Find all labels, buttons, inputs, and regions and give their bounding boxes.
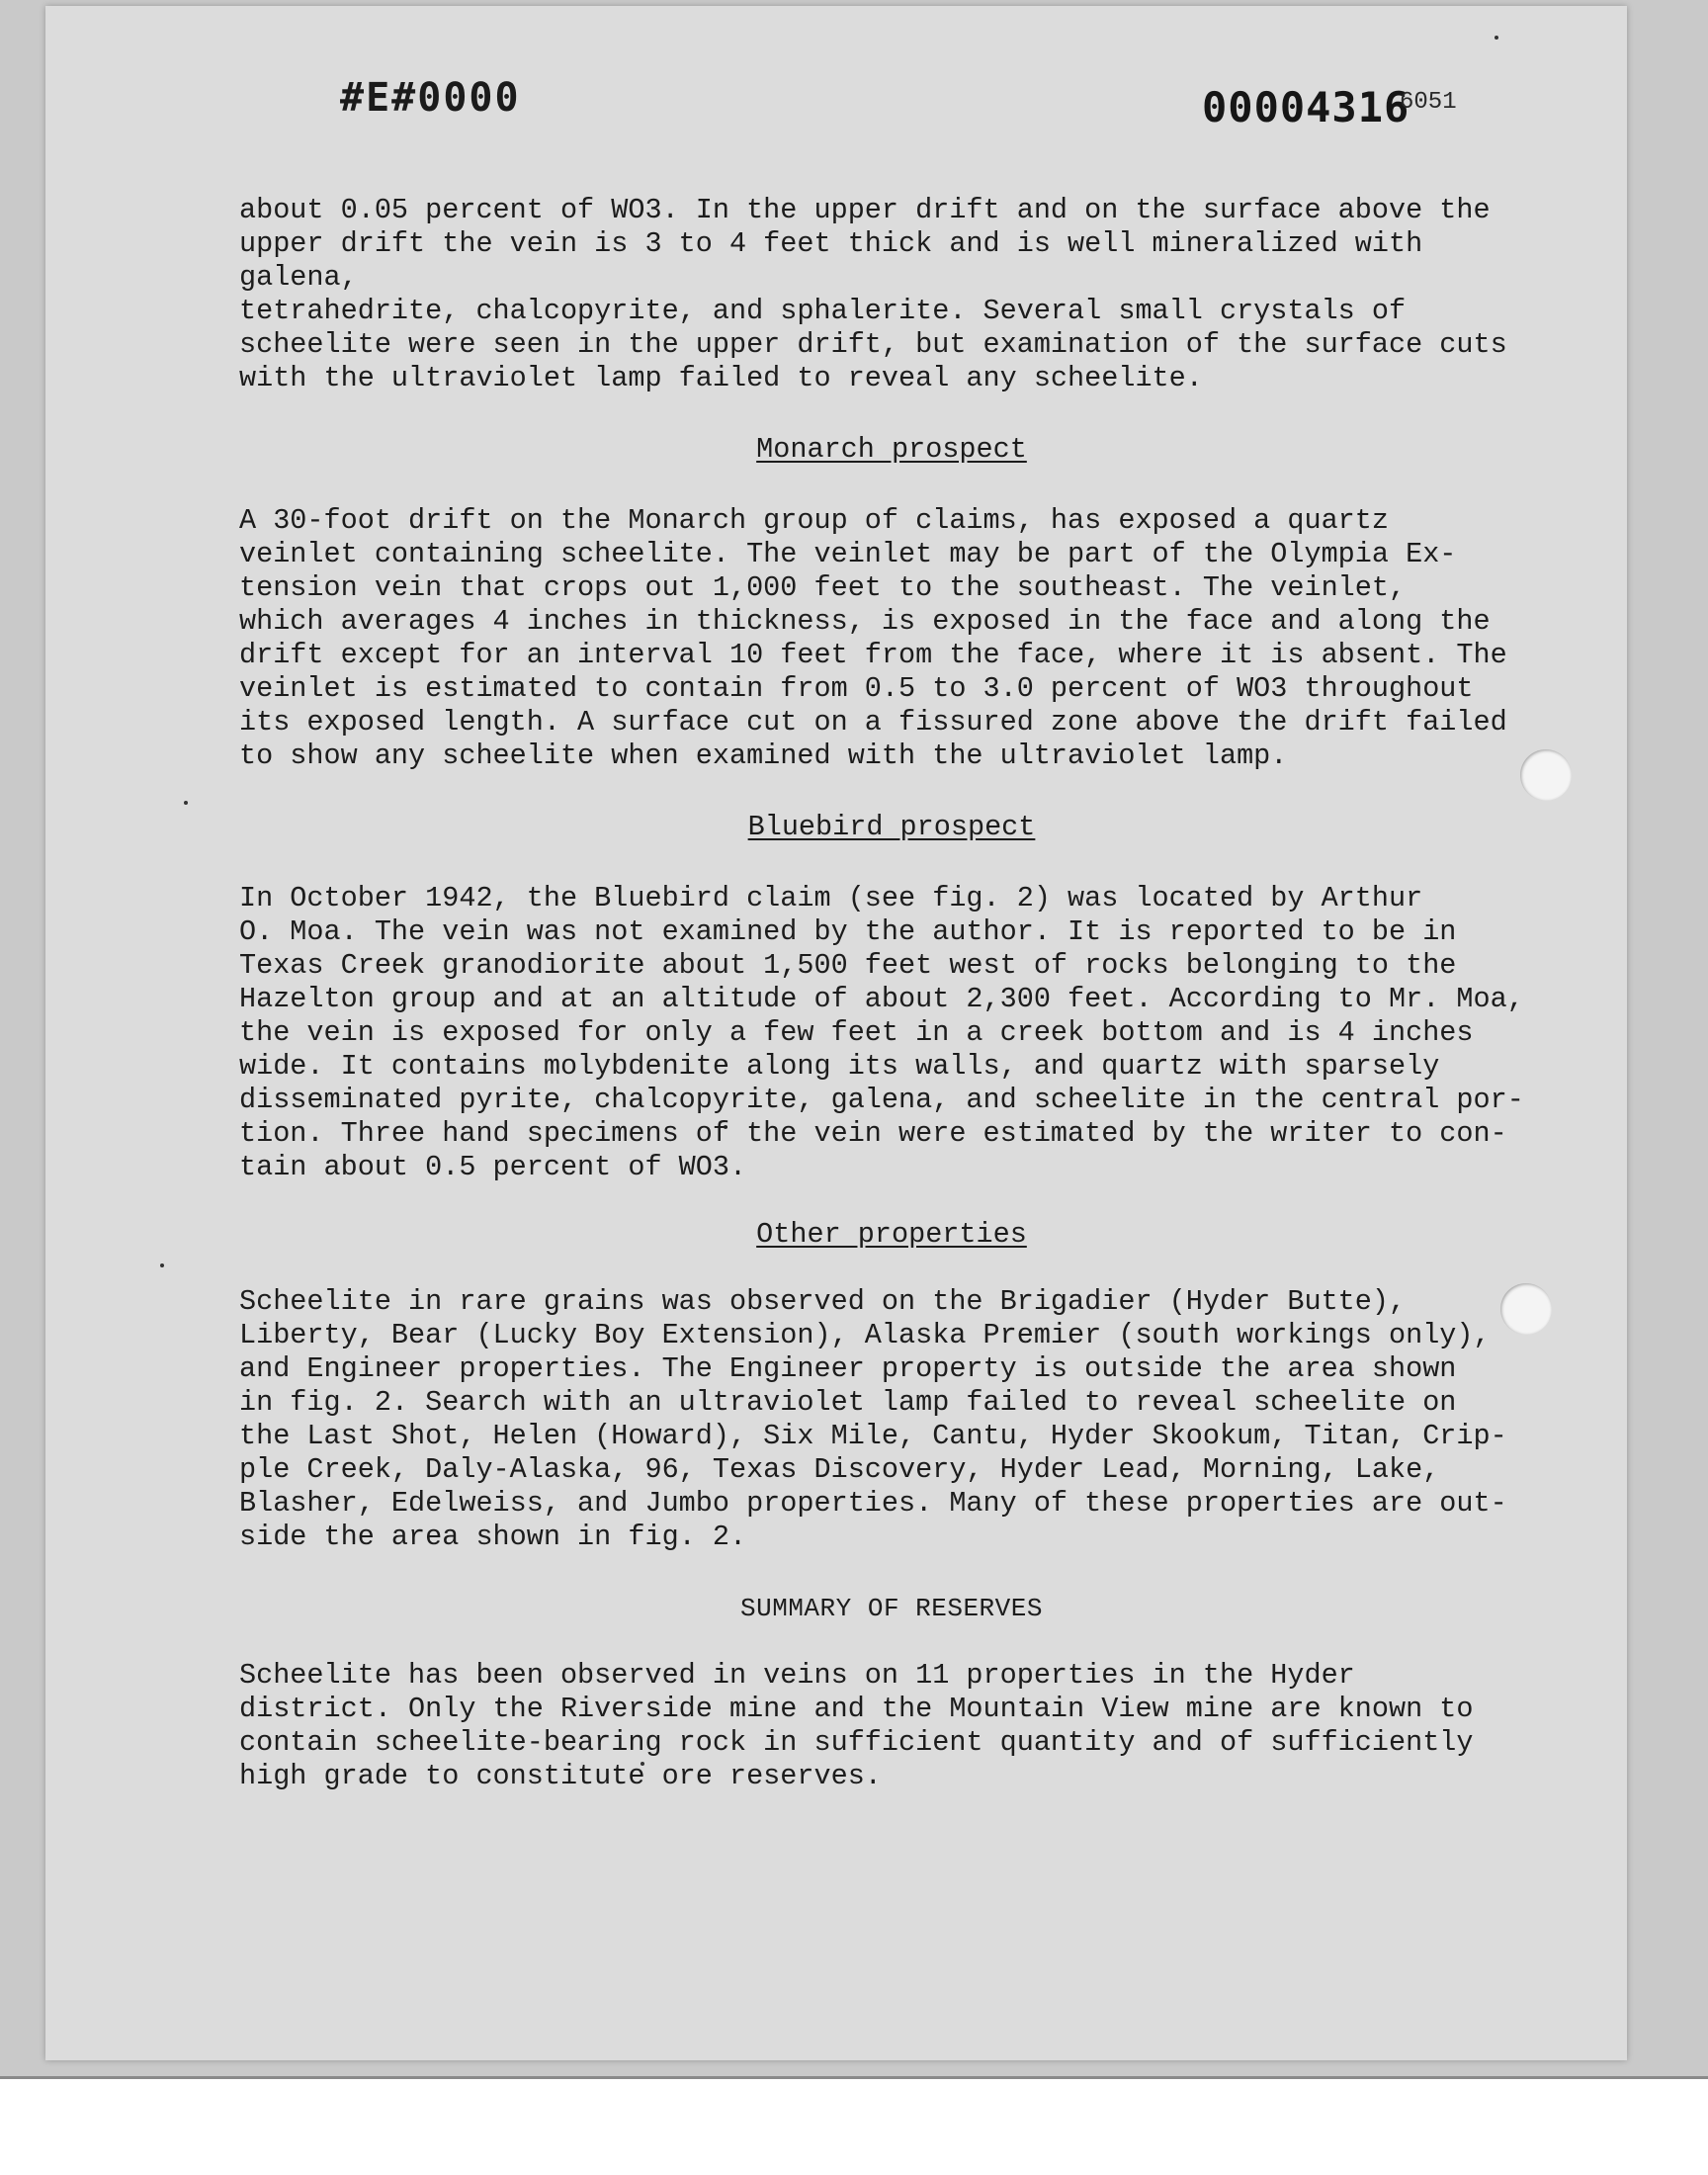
scan-speck	[160, 1263, 164, 1267]
monarch-heading-text: Monarch prospect	[756, 433, 1027, 466]
other-heading-text: Other properties	[756, 1218, 1027, 1251]
document-number: 00004316	[1202, 83, 1410, 131]
summary-heading: SUMMARY OF RESERVES	[740, 1594, 1043, 1623]
document-body	[239, 194, 1544, 1793]
bluebird-heading-text: Bluebird prospect	[747, 811, 1036, 843]
bluebird-heading	[239, 811, 1544, 844]
scan-bottom-edge	[0, 2076, 1708, 2079]
summary-paragraph: Scheelite has been observed in veins on 11 properties in the Hyder district. Only the Riverside mine and the Mountain View mine are known to contain scheelite-bearing rock in sufficient quantity and of sufficiently high grade to constitute ore reserves.	[239, 1659, 1474, 1792]
other-paragraph: Scheelite in rare grains was observed on the Brigadier (Hyder Butte), Liberty, Bear (Lucky Boy Extension), Alaska Premier (south workings only), and Engineer properties. The Engineer property is outside the area shown in fig. 2. Search with an ultraviolet lamp failed to reveal scheelite on the Last Shot, Helen (Howard), Six Mile, Cantu, Hyder Skookum, Titan, Crip- ple Creek, Daly-Alaska, 96, Texas Discovery, Hyder Lead, Morning, Lake, Blasher, Edelweiss, and Jumbo properties. Many of these properties are out- side the area shown in fig. 2.	[239, 1285, 1507, 1553]
other-heading	[239, 1218, 1544, 1252]
monarch-heading	[239, 433, 1544, 467]
document-number-suffix: 6051	[1400, 89, 1457, 116]
scan-speck	[184, 801, 188, 805]
bluebird-paragraph: In October 1942, the Bluebird claim (see fig. 2) was located by Arthur O. Moa. The vein was not examined by the author. It is reported to be in Texas Creek granodiorite about 1,500 feet west of rocks belonging to the Hazelton group and at an altitude of about 2,300 feet. According to Mr. Moa, the vein is exposed for only a few feet in a creek bottom and is 4 inches wide. It contains molybdenite along its walls, and quartz with sparsely disseminated pyrite, chalcopyrite, galena, and scheelite in the central por- tion. Three hand specimens of the vein were estimated by the writer to con- tain about 0.5 percent of WO3.	[239, 882, 1524, 1183]
monarch-paragraph: A 30-foot drift on the Monarch group of claims, has exposed a quartz veinlet containing scheelite. The veinlet may be part of the Olympia Ex- tension vein that crops out 1,000 feet to the southeast. The veinlet, which averages 4 inches in thickness, is exposed in the face and along the drift except for an interval 10 feet from the face, where it is absent. The veinlet is estimated to contain from 0.5 to 3.0 percent of WO3 throughout its exposed length. A surface cut on a fissured zone above the drift failed to show any scheelite when examined with the ultraviolet lamp.	[239, 504, 1507, 772]
stamp-code: #E#0000	[340, 75, 521, 121]
intro-paragraph: about 0.05 percent of WO3. In the upper drift and on the surface above the upper drift the vein is 3 to 4 feet thick and is well mineralized with galena, tetrahedrite, chalcopyrite, and sphalerite. Several small crystals of scheelite were seen in the upper drift, but examination of the surface cuts with the ultraviolet lamp failed to reveal any scheelite.	[239, 194, 1507, 394]
scan-speck	[1494, 36, 1498, 40]
